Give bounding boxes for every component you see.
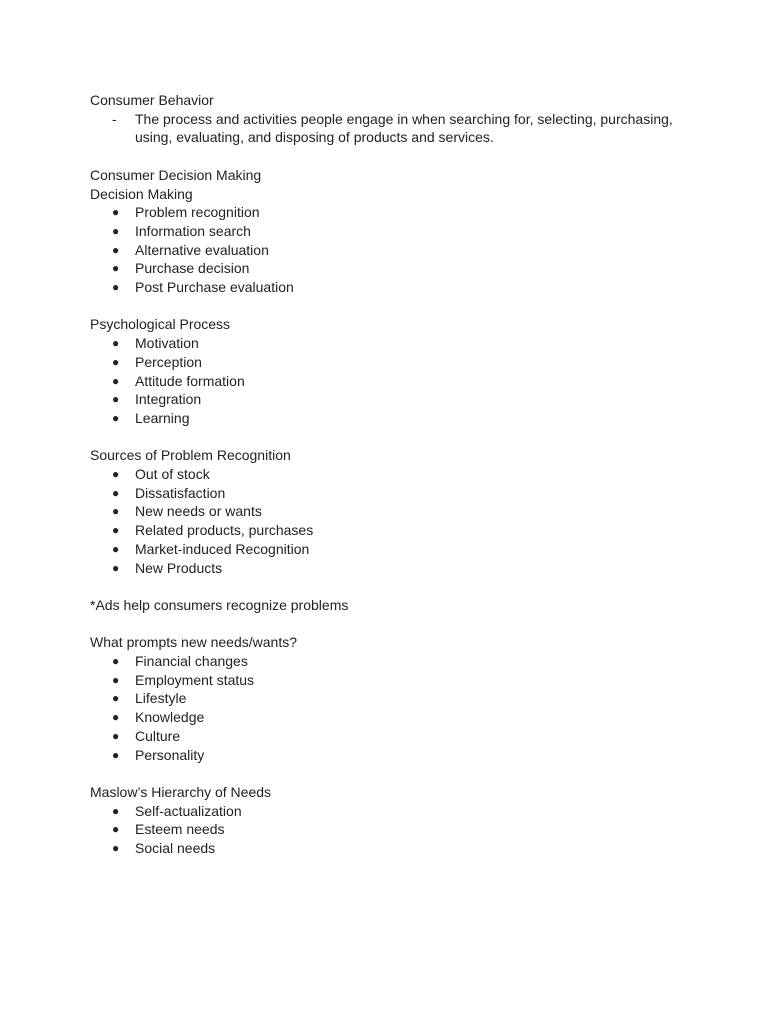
bullet-icon: ● — [112, 841, 120, 856]
list-item-text: Post Purchase evaluation — [135, 279, 294, 296]
dash-marker: - — [112, 110, 117, 127]
decision-list — [90, 203, 690, 297]
list-item-text: Integration — [135, 391, 202, 408]
bullet-icon: ● — [112, 523, 120, 538]
document-page — [90, 91, 690, 858]
bullet-icon: ● — [112, 728, 120, 743]
spacer — [90, 577, 690, 596]
heading-maslow-hierarchy: Maslow’s Hierarchy of Needs — [90, 783, 272, 800]
bullet-icon: ● — [112, 691, 120, 706]
list-item — [90, 820, 690, 839]
list-item-text: Attitude formation — [135, 372, 245, 389]
list-item — [90, 671, 690, 690]
heading-sources-problem-recognition: Sources of Problem Recognition — [90, 447, 291, 464]
list-item-text: Personality — [135, 746, 205, 763]
list-item-text: Social needs — [135, 840, 216, 857]
list-item-text: New Products — [135, 559, 223, 576]
list-item-text: Motivation — [135, 335, 199, 352]
list-item — [90, 203, 690, 222]
list-item-text: Information search — [135, 222, 251, 239]
list-item — [90, 727, 690, 746]
list-item — [90, 390, 690, 409]
list-item — [90, 278, 690, 297]
list-item — [90, 502, 690, 521]
bullet-icon: ● — [112, 747, 120, 762]
list-item — [90, 222, 690, 241]
list-item — [90, 372, 690, 391]
list-item-text: Alternative evaluation — [135, 241, 269, 258]
bullet-icon: ● — [112, 803, 120, 818]
list-item — [90, 652, 690, 671]
bullet-icon: ● — [112, 261, 120, 276]
bullet-icon: ● — [112, 822, 120, 837]
list-item — [90, 839, 690, 858]
list-item-text: Employment status — [135, 671, 255, 688]
bullet-icon: ● — [112, 410, 120, 425]
list-item-text: Culture — [135, 727, 181, 744]
spacer — [90, 615, 690, 634]
list-item — [90, 521, 690, 540]
heading-decision-making: Decision Making — [90, 185, 193, 202]
psychological-list — [90, 334, 690, 428]
bullet-icon: ● — [112, 541, 120, 556]
bullet-icon: ● — [112, 504, 120, 519]
list-item — [90, 409, 690, 428]
bullet-icon: ● — [112, 485, 120, 500]
list-item-text: Purchase decision — [135, 260, 250, 277]
bullet-icon: ● — [112, 654, 120, 669]
list-item — [90, 802, 690, 821]
sources-list — [90, 465, 690, 577]
bullet-icon: ● — [112, 710, 120, 725]
maslow-list — [90, 802, 690, 858]
bullet-icon: ● — [112, 672, 120, 687]
bullet-icon: ● — [112, 373, 120, 388]
list-item — [90, 708, 690, 727]
bullet-icon: ● — [112, 467, 120, 482]
list-item — [90, 259, 690, 278]
definition-item — [90, 110, 675, 147]
list-item — [90, 334, 690, 353]
list-item-text: Self-actualization — [135, 802, 242, 819]
heading-consumer-behavior: Consumer Behavior — [90, 92, 214, 108]
bullet-icon: ● — [112, 392, 120, 407]
spacer — [90, 147, 690, 166]
list-item — [90, 746, 690, 765]
bullet-icon: ● — [112, 336, 120, 351]
heading-new-needs-prompts: What prompts new needs/wants? — [90, 634, 297, 651]
definition-text: The process and activities people engage in when searching for, selecting, purchasing, using, evaluating, and disposing of products and services. — [135, 110, 673, 146]
list-item — [90, 484, 690, 503]
spacer — [90, 428, 690, 447]
list-item-text: Related products, purchases — [135, 522, 314, 539]
list-item-text: New needs or wants — [135, 503, 262, 520]
spacer — [90, 764, 690, 783]
list-item-text: Out of stock — [135, 466, 210, 483]
list-item — [90, 559, 690, 578]
bullet-icon: ● — [112, 280, 120, 295]
bullet-icon: ● — [112, 242, 120, 257]
list-item-text: Problem recognition — [135, 204, 260, 221]
list-item — [90, 465, 690, 484]
heading-consumer-decision-making: Consumer Decision Making — [90, 166, 262, 183]
list-item-text: Esteem needs — [135, 821, 225, 838]
list-item — [90, 241, 690, 260]
bullet-icon: ● — [112, 223, 120, 238]
list-item-text: Market-induced Recognition — [135, 540, 310, 557]
list-item-text: Perception — [135, 353, 202, 370]
list-item-text: Knowledge — [135, 709, 205, 726]
list-item-text: Learning — [135, 409, 190, 426]
ads-note: *Ads help consumers recognize problems — [90, 596, 349, 613]
spacer — [90, 297, 690, 316]
bullet-icon: ● — [112, 560, 120, 575]
bullet-icon: ● — [112, 354, 120, 369]
list-item — [90, 353, 690, 372]
bullet-icon: ● — [112, 205, 120, 220]
list-item — [90, 689, 690, 708]
prompts-list — [90, 652, 690, 764]
list-item — [90, 540, 690, 559]
list-item-text: Financial changes — [135, 653, 248, 670]
list-item-text: Dissatisfaction — [135, 484, 226, 501]
heading-psychological-process: Psychological Process — [90, 316, 231, 333]
list-item-text: Lifestyle — [135, 690, 187, 707]
